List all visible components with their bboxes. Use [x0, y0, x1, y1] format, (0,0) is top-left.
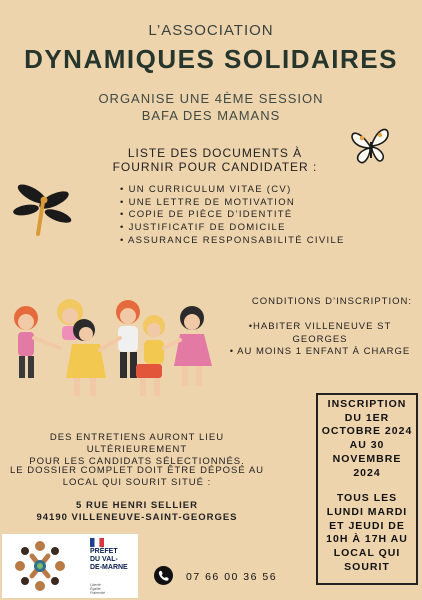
- phone-icon: [154, 566, 173, 585]
- document-item: • ASSURANCE RESPONSABILITÉ CIVILE: [120, 234, 345, 246]
- dossier-line: LOCAL QUI SOURIT SITUÉ :: [62, 477, 212, 488]
- document-item: • UN CURRICULUM VITAE (CV): [120, 184, 292, 195]
- phone-number[interactable]: 07 66 00 36 56: [186, 571, 278, 583]
- prefet-line: PRÉFET: [90, 548, 118, 555]
- registration-line: OCTOBRE 2024: [321, 425, 413, 438]
- interviews-note: [6, 432, 268, 468]
- dossier-note: [6, 465, 268, 489]
- motto-line: Égalité: [90, 587, 101, 591]
- prefet-line: DU VAL-: [90, 556, 118, 563]
- dossier-line: LE DOSSIER COMPLET DOIT ÊTRE DÉPOSÉ AU: [9, 465, 265, 476]
- documents-title: [70, 146, 360, 174]
- association-label: L’ASSOCIATION: [148, 22, 274, 39]
- schedule-line: LOCAL QUI: [333, 547, 401, 560]
- address-line: 5 RUE HENRI SELLIER: [76, 500, 198, 511]
- registration-line: INSCRIPTION: [327, 398, 407, 410]
- conditions-list: [220, 321, 420, 359]
- registration-line: DU 1ER: [344, 411, 390, 424]
- registration-line: AU 30: [349, 439, 385, 452]
- documents-list: [120, 184, 345, 248]
- document-item: • COPIE DE PIÈCE D’IDENTITÉ: [120, 209, 293, 221]
- marianne-flag-icon: [90, 538, 104, 547]
- association-logo: [12, 538, 68, 594]
- schedule-line: 10H À 17H AU: [326, 533, 408, 546]
- motto-line: Liberté: [90, 583, 101, 587]
- schedule-line: ET JEUDI DE: [329, 519, 405, 532]
- document-item: • JUSTIFICATIF DE DOMICILE: [120, 222, 286, 234]
- prefet-name: [90, 548, 128, 572]
- schedule-line: SOURIT: [344, 560, 390, 573]
- schedule-line: LUNDI MARDI: [326, 505, 408, 518]
- partner-logos: [2, 534, 138, 598]
- registration-line: 2024: [353, 466, 381, 479]
- condition-line: GEORGES: [292, 333, 348, 345]
- children-illustration: [4, 292, 218, 404]
- motto-line: Fraternité: [90, 591, 105, 595]
- documents-title-line-1: LISTE DES DOCUMENTS À: [127, 146, 303, 160]
- subtitle-line-2: BAFA DES MAMANS: [141, 108, 281, 123]
- subtitle-line-1: ORGANISE UNE 4ÈME SESSION: [98, 91, 324, 106]
- address-line: 94190 VILLENEUVE-SAINT-GEORGES: [36, 512, 238, 523]
- interviews-line: POUR LES CANDIDATS SÉLECTIONNÉS.: [29, 456, 245, 467]
- address: [6, 500, 268, 524]
- association-name: DYNAMIQUES SOLIDAIRES: [24, 44, 398, 74]
- conditions-title: CONDITIONS D’INSCRIPTION:: [251, 296, 412, 307]
- schedule-line: TOUS LES: [336, 492, 398, 505]
- prefet-line: DE-MARNE: [90, 564, 128, 571]
- interviews-line: DES ENTRETIENS AURONT LIEU ULTÉRIEUREMENT: [49, 432, 225, 455]
- condition-line: •HABITER VILLENEUVE ST: [248, 321, 392, 332]
- condition-line: • AU MOINS 1 ENFANT À CHARGE: [229, 346, 411, 357]
- documents-title-line-2: FOURNIR POUR CANDIDATER :: [112, 160, 318, 174]
- dragonfly-icon: [10, 182, 76, 238]
- session-subtitle: [0, 90, 422, 124]
- registration-box: [316, 393, 418, 585]
- prefet-motto: [90, 583, 105, 595]
- registration-dates: [318, 395, 416, 480]
- document-item: • UNE LETTRE DE MOTIVATION: [120, 196, 296, 208]
- registration-line: NOVEMBRE: [332, 452, 402, 465]
- registration-schedule: [318, 492, 416, 574]
